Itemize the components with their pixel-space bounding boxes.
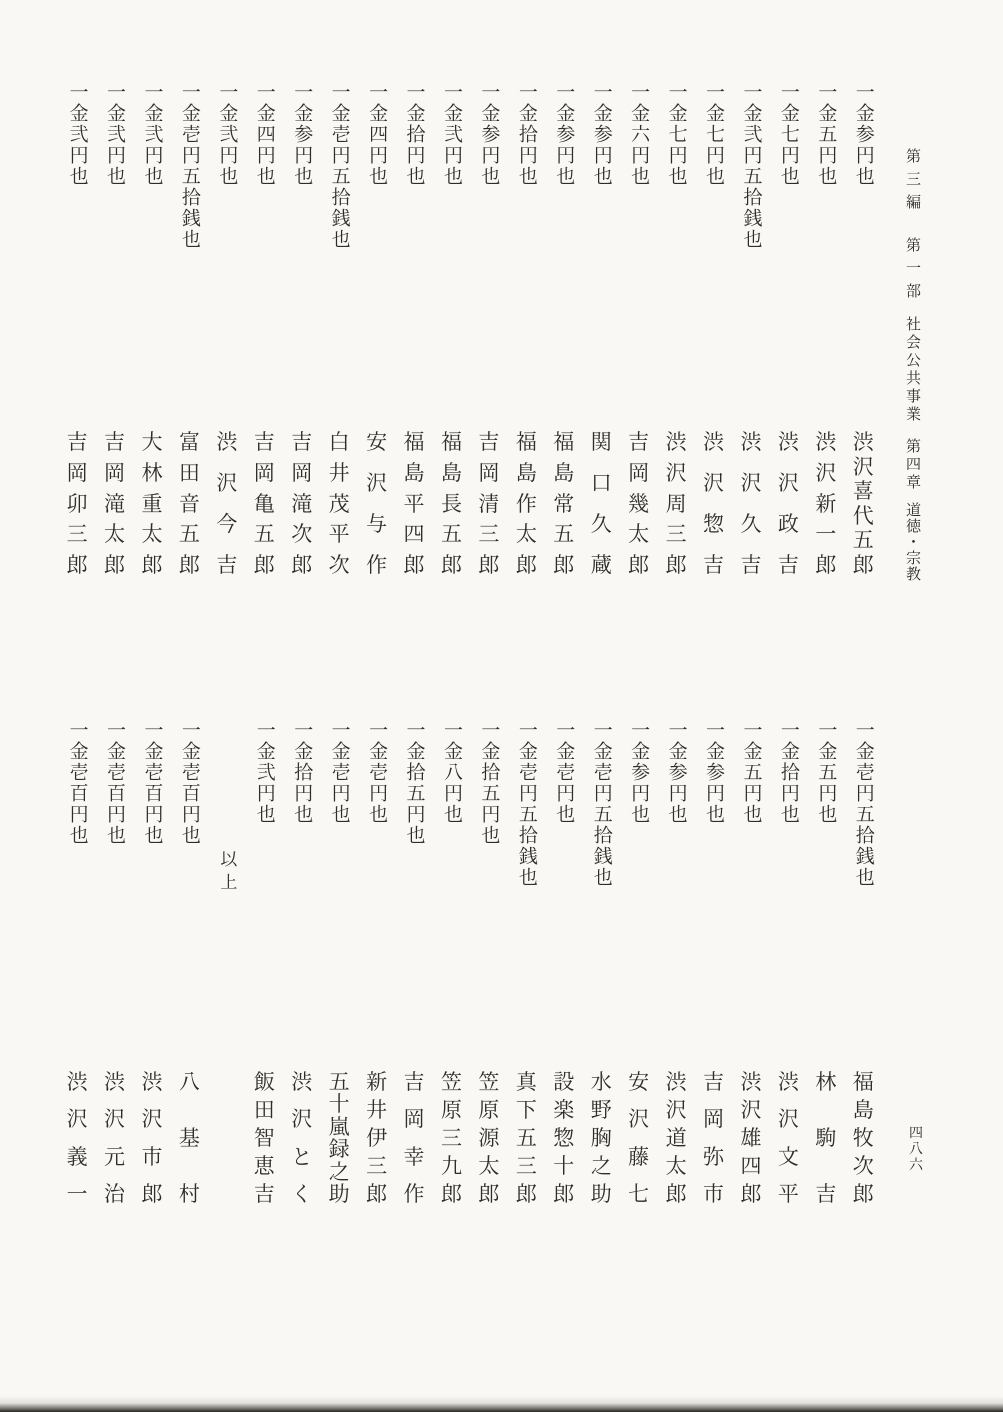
donation-amount: 一金参円也: [478, 82, 500, 187]
donor-name: 白 井 茂 平 次: [328, 430, 350, 577]
donation-amount: 一金拾円也: [291, 720, 313, 825]
donation-entry: [58, 720, 95, 1206]
donor-name: 渋 沢 新 一 郎: [815, 430, 837, 577]
donor-name: 福 島 牧 次 郎: [852, 1070, 874, 1206]
donation-entry: [695, 82, 732, 576]
donation-amount: 一金拾円也: [515, 82, 537, 187]
donation-entry: [58, 82, 95, 576]
donor-name: 関 口 久 蔵: [590, 430, 612, 577]
donation-amount: 一金拾円也: [777, 720, 799, 825]
donor-name: 渋 沢 と く: [291, 1070, 313, 1206]
header-part-category: 社会公共事業: [904, 316, 920, 424]
donation-amount: 一金五円也: [740, 720, 762, 825]
donation-entry: [695, 720, 732, 1206]
donation-amount: 一金弐円也: [104, 82, 126, 187]
donor-name: 渋 沢 雄 四 郎: [740, 1070, 762, 1206]
donor-name: 八 基 村: [178, 1070, 200, 1206]
donor-name: 吉 岡 幾 太 郎: [628, 430, 650, 577]
donation-amount: 一金参円也: [703, 720, 725, 825]
donor-name: 安 沢 藤 七: [628, 1070, 650, 1206]
donor-name: 吉 岡 弥 市: [703, 1070, 725, 1206]
donation-entry: [583, 720, 620, 1206]
donation-entry: [283, 720, 320, 1206]
donation-amount: 一金参円也: [590, 82, 612, 187]
donation-amount: 一金壱円五拾銭也: [328, 82, 350, 250]
donation-amount: 一金参円也: [665, 720, 687, 825]
donor-name: 真 下 五 三 郎: [515, 1070, 537, 1206]
donation-entry: [845, 82, 882, 576]
donation-entry: [208, 720, 245, 1206]
donation-entry: [807, 720, 844, 1206]
donation-entry: [320, 82, 357, 576]
donor-name: 福 島 常 五 郎: [553, 430, 575, 577]
donation-entry: [770, 720, 807, 1206]
donation-amount: 一金拾円也: [403, 82, 425, 187]
donation-amount: 一金八円也: [440, 720, 462, 825]
donor-name: 渋 沢 惣 吉: [703, 430, 725, 577]
donation-amount: 一金壱円也: [328, 720, 350, 825]
donation-amount: 一金七円也: [665, 82, 687, 187]
donation-entry: [96, 82, 133, 576]
donor-name: 渋 沢 義 一: [66, 1070, 88, 1206]
donation-amount: 一金壱円五拾銭也: [852, 720, 874, 888]
donor-name: 大 林 重 太 郎: [141, 430, 163, 577]
donation-entry: [208, 82, 245, 576]
donation-entry: [171, 82, 208, 576]
donor-name: 笠 原 三 九 郎: [440, 1070, 462, 1206]
donor-name: 吉 岡 幸 作: [403, 1070, 425, 1206]
donation-entry: [732, 720, 769, 1206]
donation-entry: [770, 82, 807, 576]
chapter-header: [904, 148, 919, 582]
donation-amount: 一金壱円也: [366, 720, 388, 825]
donation-amount: 一金壱円五拾銭也: [178, 82, 200, 250]
donation-amount: 一金弐円也: [66, 82, 88, 187]
donation-amount: 一金壱百円也: [104, 720, 126, 846]
donation-entry: [732, 82, 769, 576]
donation-amount: 一金弐円也: [216, 82, 238, 187]
donation-entry: [433, 720, 470, 1206]
donation-amount: 一金壱百円也: [141, 720, 163, 846]
header-part-section: 第一部: [904, 237, 920, 306]
donation-amount: 一金参円也: [553, 82, 575, 187]
header-part-chapter: 第四章: [904, 438, 920, 492]
donation-entry: [545, 720, 582, 1206]
donation-entry: [133, 720, 170, 1206]
donation-amount: 一金弐円也: [440, 82, 462, 187]
donation-amount: 一金拾五円也: [478, 720, 500, 846]
donor-name: 吉 岡 滝 太 郎: [104, 430, 126, 577]
donation-entry: [508, 720, 545, 1206]
donor-name: 福 島 平 四 郎: [403, 430, 425, 577]
donation-amount: 一金五円也: [815, 82, 837, 187]
donor-name: 渋 沢 久 吉: [740, 430, 762, 577]
donation-entry: [470, 82, 507, 576]
donor-name: 福 島 作 太 郎: [515, 430, 537, 577]
donation-amount: 一金壱百円也: [178, 720, 200, 846]
donor-name: 福 島 長 五 郎: [440, 430, 462, 577]
donation-entry: [807, 82, 844, 576]
donation-entry: [246, 82, 283, 576]
donation-entry: [171, 720, 208, 1206]
donation-entry: [657, 82, 694, 576]
donor-name: 設 楽 惣 十 郎: [553, 1070, 575, 1206]
donor-list-top: [58, 82, 882, 576]
donor-name: 渋 沢 周 三 郎: [665, 430, 687, 577]
donation-entry: [133, 82, 170, 576]
donation-amount: 一金拾五円也: [403, 720, 425, 846]
donation-entry: [96, 720, 133, 1206]
donor-name: 飯 田 智 恵 吉: [253, 1070, 275, 1206]
donor-name: 五 十 嵐 録 之 助: [328, 1070, 350, 1206]
header-part-topic: 道徳・宗教: [904, 502, 920, 582]
donation-amount: 一金七円也: [703, 82, 725, 187]
donation-entry: [845, 720, 882, 1206]
donor-name: 新 井 伊 三 郎: [366, 1070, 388, 1206]
closing-mark: 以上: [217, 850, 237, 896]
page-number: 四八六: [907, 1125, 922, 1173]
donation-amount: 一金四円也: [253, 82, 275, 187]
donation-entry: [620, 720, 657, 1206]
donation-amount: 一金参円也: [628, 720, 650, 825]
donor-name: 渋 沢 喜 代 五 郎: [852, 430, 874, 577]
donor-name: 渋 沢 市 郎: [141, 1070, 163, 1206]
donor-name: 渋 沢 政 吉: [777, 430, 799, 577]
donation-entry: [283, 82, 320, 576]
donation-entry: [508, 82, 545, 576]
donor-name: 吉 岡 清 三 郎: [478, 430, 500, 577]
donor-name: 渋 沢 文 平: [777, 1070, 799, 1206]
donation-amount: 一金壱円五拾銭也: [590, 720, 612, 888]
donation-entry: [395, 720, 432, 1206]
donor-name: 渋 沢 今 吉: [216, 430, 238, 577]
donation-entry: [657, 720, 694, 1206]
donor-name: 渋 沢 道 太 郎: [665, 1070, 687, 1206]
donation-amount: 一金弐円也: [141, 82, 163, 187]
page-bottom-edge: [0, 1396, 1003, 1412]
donation-entry: [433, 82, 470, 576]
donor-name: 富 田 音 五 郎: [178, 430, 200, 577]
donation-amount: 一金参円也: [291, 82, 313, 187]
header-part-volume: 第三編: [904, 148, 920, 217]
donation-amount: 一金七円也: [777, 82, 799, 187]
donation-entry: [620, 82, 657, 576]
donation-amount: 一金弐円也: [253, 720, 275, 825]
donor-name: 吉 岡 卯 三 郎: [66, 430, 88, 577]
donation-amount: 一金壱円五拾銭也: [515, 720, 537, 888]
donation-amount: 一金弐円五拾銭也: [740, 82, 762, 250]
donation-entry: [395, 82, 432, 576]
donation-amount: 一金壱百円也: [66, 720, 88, 846]
donor-name: 笠 原 源 太 郎: [478, 1070, 500, 1206]
donation-entry: [545, 82, 582, 576]
donation-entry: [470, 720, 507, 1206]
donation-entry: [358, 82, 395, 576]
donation-entry: [246, 720, 283, 1206]
donor-name: 林 駒 吉: [815, 1070, 837, 1206]
donation-entry: [583, 82, 620, 576]
donor-name: 水 野 胸 之 助: [590, 1070, 612, 1206]
donation-amount: 一金五円也: [815, 720, 837, 825]
donor-name: 渋 沢 元 治: [104, 1070, 126, 1206]
donor-name: 吉 岡 滝 次 郎: [291, 430, 313, 577]
donor-list-bottom: [58, 720, 882, 1206]
donation-amount: 一金四円也: [366, 82, 388, 187]
donation-amount: 一金壱円也: [553, 720, 575, 825]
donation-amount: 一金六円也: [628, 82, 650, 187]
donation-entry: [358, 720, 395, 1206]
donor-name: 吉 岡 亀 五 郎: [253, 430, 275, 577]
donation-entry: [320, 720, 357, 1206]
donor-name: 安 沢 与 作: [366, 430, 388, 577]
donation-amount: 一金参円也: [852, 82, 874, 187]
